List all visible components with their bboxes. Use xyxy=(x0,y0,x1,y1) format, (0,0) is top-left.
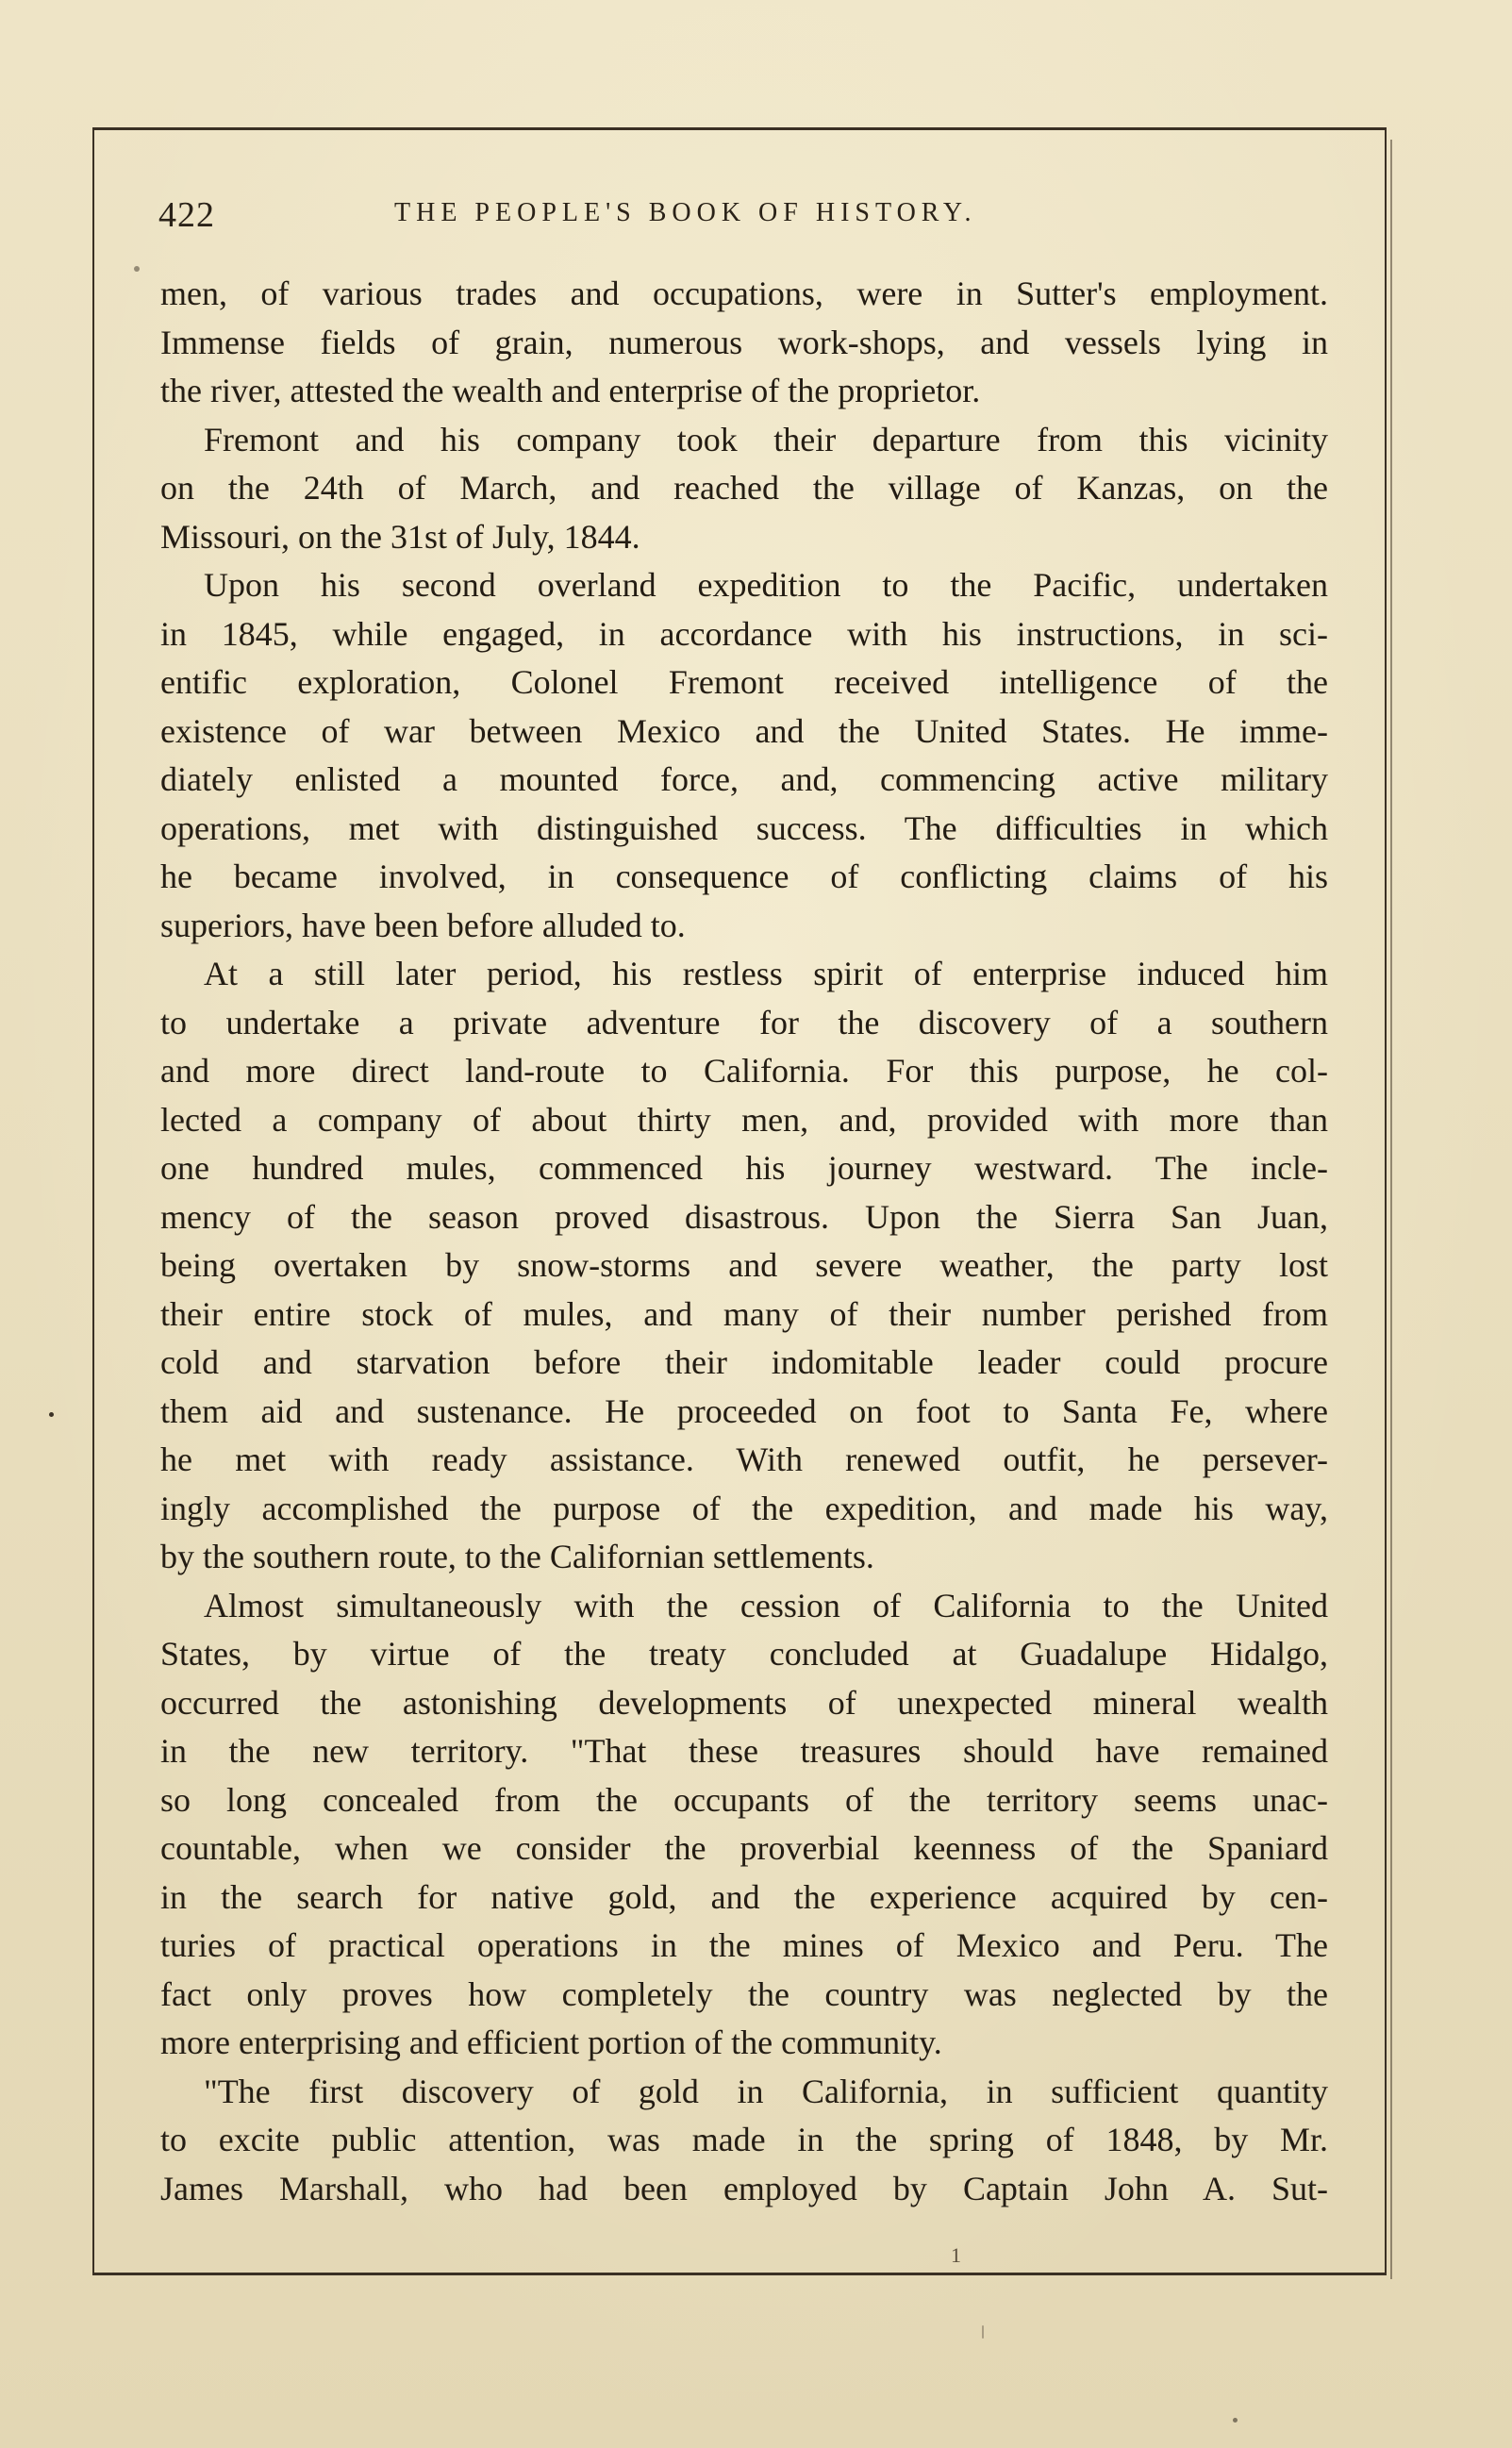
text-line: superiors, have been before alluded to. xyxy=(160,906,686,944)
text-line: them aid and sustenance. He proceeded on foot to Santa Fe, where xyxy=(160,1391,1328,1430)
body-text xyxy=(160,270,1328,2213)
text-line: At a still later period, his restless spirit of enterprise induced him xyxy=(204,955,1328,992)
page-header xyxy=(158,194,1338,241)
text-line: in 1845, while engaged, in accordance with his instructions, in sci- xyxy=(160,614,1328,653)
text-line: to excite public attention, was made in the spring of 1848, by Mr. xyxy=(160,2121,1328,2158)
text-line: more enterprising and efficient portion of the community. xyxy=(160,2023,942,2061)
text-line: on the 24th of March, and reached the village of Kanzas, on the xyxy=(160,469,1328,507)
text-line: by the southern route, to the Californian settlements. xyxy=(160,1538,874,1575)
text-line: in the new territory. "That these treasures should have remained xyxy=(160,1732,1328,1770)
text-line: "The first discovery of gold in California, in sufficient quantity xyxy=(204,2072,1328,2110)
text-line: diately enlisted a mounted force, and, commencing active military xyxy=(160,760,1328,798)
text-line: lected a company of about thirty men, and, provided with more than xyxy=(160,1100,1328,1139)
paper-speck xyxy=(134,266,140,272)
text-line: cold and starvation before their indomitable leader could procure xyxy=(160,1343,1328,1381)
page-border-shadow xyxy=(1390,140,1392,2279)
text-line: ingly accomplished the purpose of the expedition, and made his way, xyxy=(160,1489,1328,1527)
text-line: occurred the astonishing developments of unexpected mineral wealth xyxy=(160,1683,1328,1722)
fold-mark: 1 xyxy=(951,2243,961,2267)
text-line: and more direct land-route to California. For this purpose, he col- xyxy=(160,1052,1328,1090)
text-line: James Marshall, who had been employed by Captain John A. Sut- xyxy=(160,2169,1328,2207)
text-line: entific exploration, Colonel Fremont received intelligence of the xyxy=(160,663,1328,701)
text-line: he became involved, in consequence of conflicting claims of his xyxy=(160,858,1328,895)
text-line: operations, met with distinguished success. The difficulties in which xyxy=(160,808,1328,847)
text-line: mency of the season proved disastrous. Upon the Sierra San Juan, xyxy=(160,1197,1328,1236)
text-line: the river, attested the wealth and enterprise of the proprietor. xyxy=(160,372,981,409)
paper-speck xyxy=(982,2325,984,2339)
text-line: Immense fields of grain, numerous work-shops, and vessels lying in xyxy=(160,323,1328,361)
paper-speck xyxy=(1233,2418,1238,2423)
text-line: fact only proves how completely the country was neglected by the xyxy=(160,1974,1328,2013)
paper-speck xyxy=(49,1412,54,1417)
text-line: Upon his second overland expedition to the Pacific, undertaken xyxy=(204,566,1328,604)
text-line: their entire stock of mules, and many of their number perished from xyxy=(160,1294,1328,1333)
text-line: he met with ready assistance. With renewed outfit, he persever- xyxy=(160,1440,1328,1478)
text-line: turies of practical operations in the mines of Mexico and Peru. The xyxy=(160,1926,1328,1964)
text-line: to undertake a private adventure for the discovery of a southern xyxy=(160,1003,1328,1041)
page-number: 422 xyxy=(158,195,215,235)
text-line: Missouri, on the 31st of July, 1844. xyxy=(160,517,640,556)
text-line: in the search for native gold, and the experience acquired by cen- xyxy=(160,1877,1328,1916)
text-line: men, of various trades and occupations, were in Sutter's employment. xyxy=(160,275,1328,312)
text-line: so long concealed from the occupants of the territory seems unac- xyxy=(160,1780,1328,1819)
text-line: Almost simultaneously with the cession of California to the United xyxy=(204,1586,1328,1624)
text-line: States, by virtue of the treaty concluded at Guadalupe Hidalgo, xyxy=(160,1635,1328,1673)
text-line: being overtaken by snow-storms and severe weather, the party lost xyxy=(160,1246,1328,1284)
text-line: existence of war between Mexico and the United States. He imme- xyxy=(160,711,1328,750)
text-line: one hundred mules, commenced his journey westward. The incle- xyxy=(160,1149,1328,1187)
text-line: Fremont and his company took their departure from this vicinity xyxy=(204,420,1328,458)
running-head: THE PEOPLE'S BOOK OF HISTORY. xyxy=(394,198,977,227)
text-line: countable, when we consider the proverbial keenness of the Spaniard xyxy=(160,1829,1328,1867)
